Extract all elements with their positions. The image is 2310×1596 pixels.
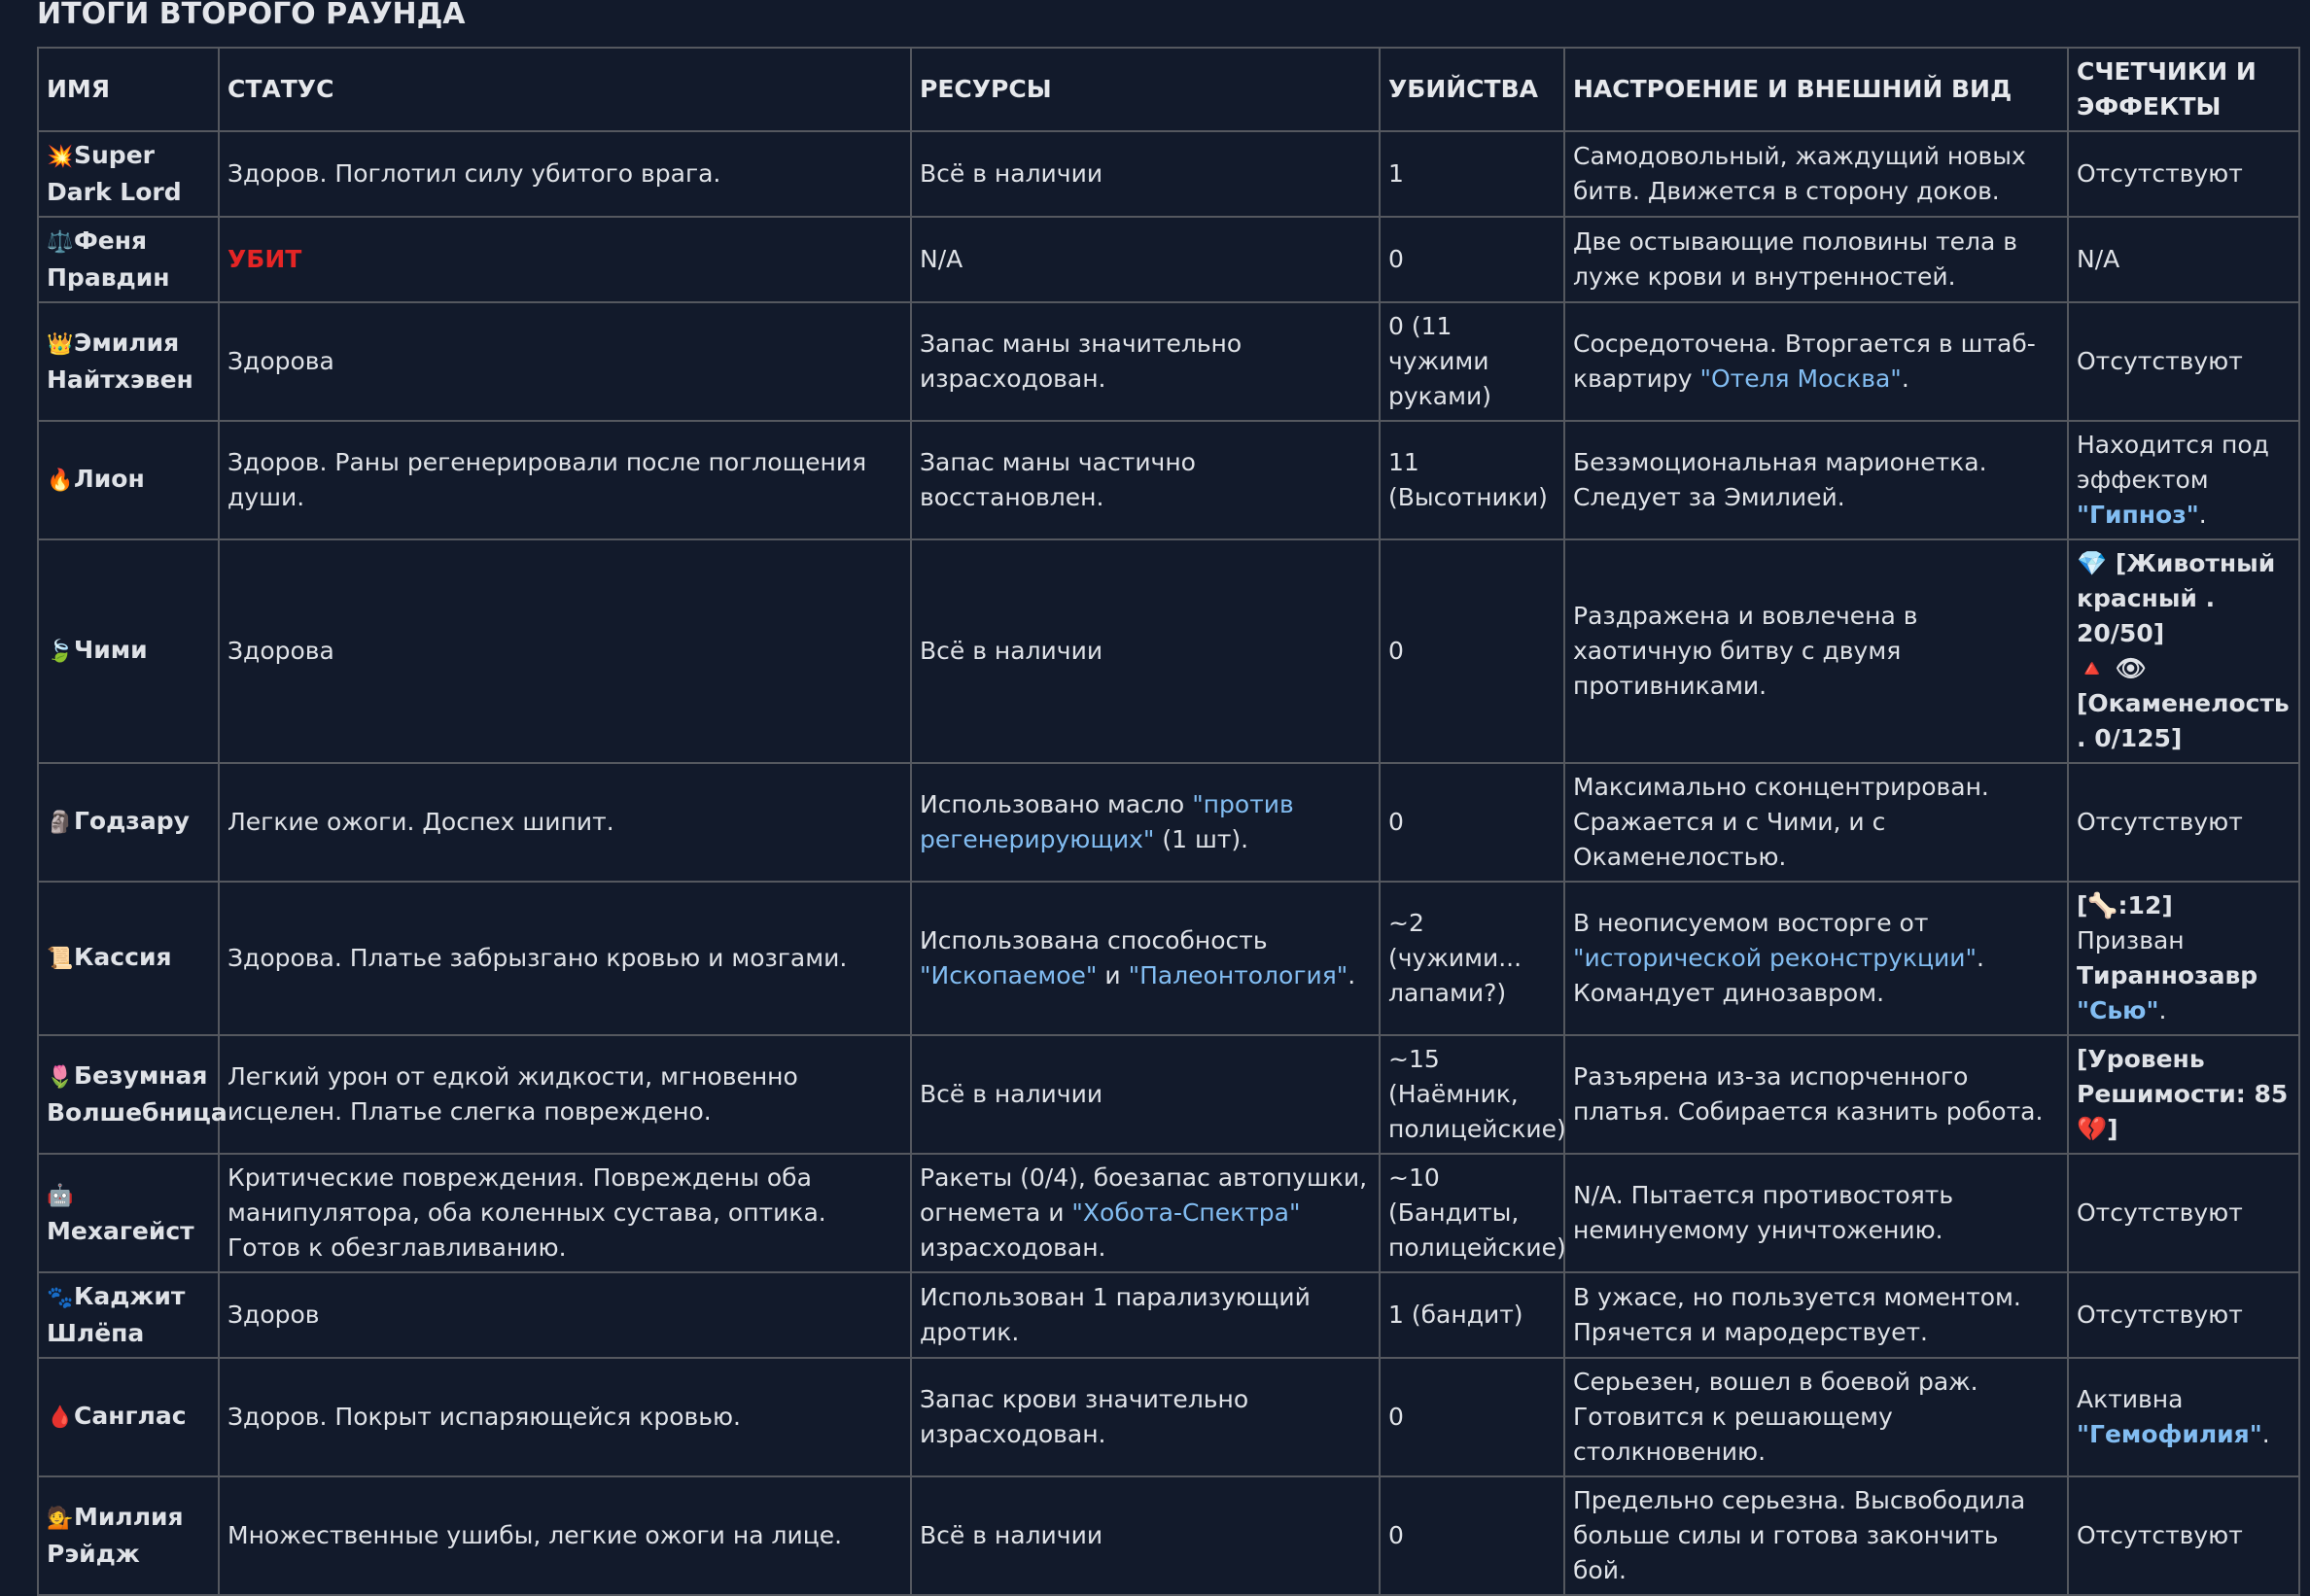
name-cell: 🤖 Мехагейст <box>38 1154 219 1272</box>
effects-cell: [Уровень Решимости: 85 💔] <box>2068 1035 2299 1154</box>
kills-cell: 0 <box>1380 1476 1564 1595</box>
column-header-kills: УБИЙСТВА <box>1380 48 1564 131</box>
mood-cell: Раздражена и вовлечена в хаотичную битву с двумя противниками. <box>1564 539 2068 763</box>
effects-cell: Отсутствуют <box>2068 302 2299 421</box>
effects-cell: Отсутствуют <box>2068 763 2299 882</box>
mood-cell: Предельно серьезна. Высвободила больше силы и готова закончить бой. <box>1564 1476 2068 1595</box>
status-cell: Здоров. Раны регенерировали после поглощения души. <box>219 421 911 539</box>
round-results-table <box>37 47 2300 1596</box>
resources-cell: Использована способность "Ископаемое" и "Палеонтология". <box>911 882 1380 1035</box>
effects-cell: Находится под эффектом "Гипноз". <box>2068 421 2299 539</box>
triangle-icon: 🔺 <box>2077 654 2108 682</box>
blood-drop-icon: 🩸 <box>47 1405 74 1430</box>
column-header-name: ИМЯ <box>38 48 219 131</box>
mood-cell: N/A. Пытается противостоять неминуемому уничтожению. <box>1564 1154 2068 1272</box>
counter-label: [Животный красный . 20/50] <box>2077 549 2276 647</box>
status-cell: Критические повреждения. Повреждены оба манипулятора, оба коленных сустава, оптика. Готов к обезглавливанию. <box>219 1154 911 1272</box>
kills-cell: ~2 (чужими... лапами?) <box>1380 882 1564 1035</box>
resources-cell: Всё в наличии <box>911 1476 1380 1595</box>
name-cell: ⚖️Феня Правдин <box>38 217 219 302</box>
resources-cell: Всё в наличии <box>911 539 1380 763</box>
column-header-effects: СЧЕТЧИКИ И ЭФФЕКТЫ <box>2068 48 2299 131</box>
quote-link: "исторической реконструкции" <box>1573 944 1978 972</box>
status-cell: Здоров <box>219 1272 911 1358</box>
statue-icon: 🗿 <box>47 811 74 835</box>
name-cell: 👑Эмилия Найтхэвен <box>38 302 219 421</box>
mood-cell: Серьезен, вошел в боевой раж. Готовится к решающему столкновению. <box>1564 1358 2068 1476</box>
resolve-counter: [Уровень Решимости: 85 <box>2077 1045 2289 1108</box>
name-cell: 💥Super Dark Lord <box>38 131 219 217</box>
kills-cell: ~15 (Наёмник, полицейские) <box>1380 1035 1564 1154</box>
status-cell: Легкие ожоги. Доспех шипит. <box>219 763 911 882</box>
mood-cell: В неописуемом восторге от "исторической реконструкции". Командует динозавром. <box>1564 882 2068 1035</box>
status-cell: Здорова <box>219 539 911 763</box>
effects-cell: Активна "Гемофилия". <box>2068 1358 2299 1476</box>
scroll-icon: 📜 <box>47 947 74 971</box>
kills-cell: 1 (бандит) <box>1380 1272 1564 1358</box>
quote-link: "Хобота-Спектра" <box>1071 1198 1301 1227</box>
name-cell: 🐾Каджит Шлёпа <box>38 1272 219 1358</box>
resources-cell: Использован 1 парализующий дротик. <box>911 1272 1380 1358</box>
table-row <box>38 217 2299 302</box>
mood-cell: Безэмоциональная марионетка. Следует за Эмилией. <box>1564 421 2068 539</box>
fire-icon: 🔥 <box>47 468 74 493</box>
status-cell: Легкий урон от едкой жидкости, мгновенно исцелен. Платье слегка повреждено. <box>219 1035 911 1154</box>
column-header-mood: НАСТРОЕНИЕ И ВНЕШНИЙ ВИД <box>1564 48 2068 131</box>
status-cell: Здоров. Поглотил силу убитого врага. <box>219 131 911 217</box>
paw-icon: 🐾 <box>47 1286 74 1310</box>
kills-cell: 0 <box>1380 1358 1564 1476</box>
kills-cell: 0 <box>1380 217 1564 302</box>
effects-cell <box>2068 539 2299 763</box>
name-cell: 🔥Лион <box>38 421 219 539</box>
status-cell <box>219 217 911 302</box>
effect-link: "Гемофилия" <box>2077 1420 2262 1448</box>
table-row <box>38 302 2299 421</box>
quote-link: "Палеонтология" <box>1128 961 1348 989</box>
kills-cell: 0 <box>1380 763 1564 882</box>
effects-cell: Отсутствуют <box>2068 1476 2299 1595</box>
kills-cell: ~10 (Бандиты, полицейские) <box>1380 1154 1564 1272</box>
kills-cell: 0 <box>1380 539 1564 763</box>
name-cell: 🗿Годзару <box>38 763 219 882</box>
resources-cell: Всё в наличии <box>911 131 1380 217</box>
status-cell: Здоров. Покрыт испаряющейся кровью. <box>219 1358 911 1476</box>
table-row <box>38 1154 2299 1272</box>
table-row <box>38 421 2299 539</box>
table-row <box>38 763 2299 882</box>
quote-link: "Отеля Москва" <box>1699 364 1902 393</box>
quote-link: "Ископаемое" <box>920 961 1098 989</box>
counter-label: [Окаменелость . 0/125] <box>2077 689 2290 752</box>
broken-heart-icon: 💔 <box>2077 1115 2108 1143</box>
effects-cell: Отсутствуют <box>2068 1154 2299 1272</box>
name-cell: 📜Кассия <box>38 882 219 1035</box>
table-row <box>38 1035 2299 1154</box>
leaf-icon: 🍃 <box>47 640 74 664</box>
resources-cell: Запас маны частично восстановлен. <box>911 421 1380 539</box>
bone-counter: [🦴:12] <box>2077 891 2173 919</box>
effects-cell: N/A <box>2068 217 2299 302</box>
status-cell: Здорова. Платье забрызгано кровью и мозгами. <box>219 882 911 1035</box>
resources-cell: Всё в наличии <box>911 1035 1380 1154</box>
name-cell: 🍃Чими <box>38 539 219 763</box>
mood-cell: Разъярена из-за испорченного платья. Собирается казнить робота. <box>1564 1035 2068 1154</box>
mood-cell: Сосредоточена. Вторгается в штаб-квартиру "Отеля Москва". <box>1564 302 2068 421</box>
table-row <box>38 1272 2299 1358</box>
quote-link: "против регенерирующих" <box>920 790 1294 853</box>
table-row <box>38 1358 2299 1476</box>
mood-cell: Максимально сконцентрирован. Сражается и с Чими, и с Окаменелостью. <box>1564 763 2068 882</box>
table-row <box>38 539 2299 763</box>
kills-cell: 1 <box>1380 131 1564 217</box>
person-icon: 💁 <box>47 1507 74 1531</box>
header-row <box>38 48 2299 131</box>
status-cell: Множественные ушибы, легкие ожоги на лице. <box>219 1476 911 1595</box>
column-header-status: СТАТУС <box>219 48 911 131</box>
kills-cell: 11 (Высотники) <box>1380 421 1564 539</box>
resources-cell: Запас крови значительно израсходован. <box>911 1358 1380 1476</box>
mood-cell: Две остывающие половины тела в луже крови и внутренностей. <box>1564 217 2068 302</box>
name-cell: 💁Миллия Рэйдж <box>38 1476 219 1595</box>
resources-cell: N/A <box>911 217 1380 302</box>
name-cell: 🌷Безумная Волшебница <box>38 1035 219 1154</box>
explosion-icon: 💥 <box>47 145 74 169</box>
effect-link: "Сью" <box>2077 996 2159 1024</box>
effect-link: "Гипноз" <box>2077 501 2199 529</box>
table-row <box>38 882 2299 1035</box>
table-row <box>38 131 2299 217</box>
resources-cell: Использовано масло "против регенерирующих" (1 шт). <box>911 763 1380 882</box>
gem-icon: 💎 <box>2077 549 2108 577</box>
table-row <box>38 1476 2299 1595</box>
status-cell: Здорова <box>219 302 911 421</box>
effects-cell: Отсутствуют <box>2068 1272 2299 1358</box>
effects-cell: [🦴:12] Призван Тираннозавр "Сью". <box>2068 882 2299 1035</box>
dead-status-label: УБИТ <box>228 245 302 273</box>
resources-cell: Ракеты (0/4), боезапас автопушки, огнемета и "Хобота-Спектра" израсходован. <box>911 1154 1380 1272</box>
tulip-icon: 🌷 <box>47 1065 74 1090</box>
column-header-resources: РЕСУРСЫ <box>911 48 1380 131</box>
page-title: ИТОГИ ВТОРОГО РАУНДА <box>37 0 466 31</box>
mood-cell: В ужасе, но пользуется моментом. Прячется и мародерствует. <box>1564 1272 2068 1358</box>
name-cell: 🩸Санглас <box>38 1358 219 1476</box>
eye-icon: 👁 <box>2115 654 2147 682</box>
kills-cell: 0 (11 чужими руками) <box>1380 302 1564 421</box>
robot-icon: 🤖 <box>47 1184 74 1208</box>
scales-icon: ⚖️ <box>47 230 74 255</box>
mood-cell: Самодовольный, жаждущий новых битв. Движется в сторону доков. <box>1564 131 2068 217</box>
resources-cell: Запас маны значительно израсходован. <box>911 302 1380 421</box>
crown-icon: 👑 <box>47 332 74 357</box>
effects-cell: Отсутствуют <box>2068 131 2299 217</box>
